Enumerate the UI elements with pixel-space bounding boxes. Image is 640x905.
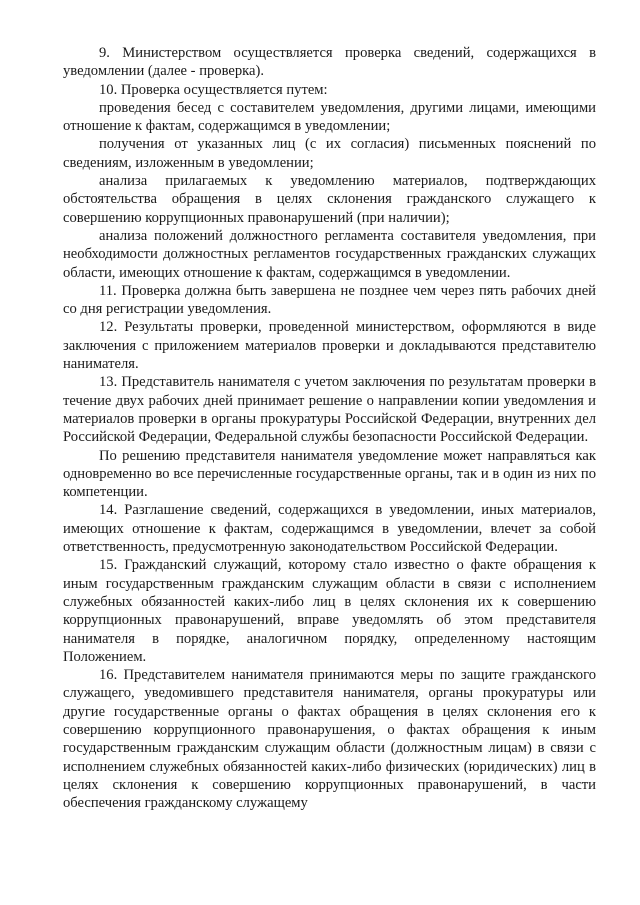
paragraph-12: 12. Результаты проверки, проведенной министерством, оформляются в виде заключения с приложением материалов проверки и докладываются представителю нанимателя. — [63, 319, 596, 373]
list-item-regulations-analysis: анализа положений должностного регламента составителя уведомления, при необходимости должностных регламентов государственных гражданских служащих области, имеющих отношение к фактам, содержащимся в уведомлении. — [63, 227, 596, 281]
paragraph-13-decision: По решению представителя нанимателя уведомление может направляться как одновременно во все перечисленные государственные органы, так и в один из них по компетенции. — [63, 447, 596, 501]
paragraph-11: 11. Проверка должна быть завершена не позднее чем через пять рабочих дней со дня регистрации уведомления. — [63, 282, 596, 318]
paragraph-14: 14. Разглашение сведений, содержащихся в уведомлении, иных материалов, имеющих отношение к фактам, содержащимся в уведомлении, влечет за собой ответственность, предусмотренную законодательством Российской Федерации. — [63, 502, 596, 556]
paragraph-15: 15. Гражданский служащий, которому стало известно о факте обращения к иным государственным гражданским служащим области в связи с исполнением служебных обязанностей каких-либо лиц в целях склонения их к совершению коррупционных правонарушений, вправе уведомлять об этом представителя нанимателя в порядке, аналогичном порядку, определенному настоящим Положением. — [63, 557, 596, 665]
list-item-materials-analysis: анализа прилагаемых к уведомлению материалов, подтверждающих обстоятельства обращения в целях склонения гражданского служащего к совершению коррупционных правонарушений (при наличии); — [63, 173, 596, 226]
document-page — [63, 44, 596, 812]
list-item-written-explanations: получения от указанных лиц (с их согласия) письменных пояснений по сведениям, изложенным в уведомлении; — [63, 136, 596, 171]
list-item-interviews: проведения бесед с составителем уведомления, другими лицами, имеющими отношение к фактам, содержащимся в уведомлении; — [63, 99, 596, 135]
paragraph-13: 13. Представитель нанимателя с учетом заключения по результатам проверки в течение двух рабочих дней принимает решение о направлении копии уведомления и материалов проверки в органы прокуратуры Российской Федерации, внутренних дел Российской Федерации, Федеральной службы безопасности Российской Федерации. — [63, 374, 596, 446]
paragraph-9: 9. Министерством осуществляется проверка сведений, содержащихся в уведомлении (далее - проверка). — [63, 45, 596, 80]
paragraph-10: 10. Проверка осуществляется путем: — [99, 81, 328, 98]
paragraph-16: 16. Представителем нанимателя принимаются меры по защите гражданского служащего, уведомившего представителя нанимателя, органы прокуратуры или другие государственные органы о фактах обращения в целях склонения его к совершению коррупционного правонарушения, о фактах обращения к иным государственным гражданским служащим области (должностным лицам) в связи с исполнением служебных обязанностей каких-либо физических (юридических) лиц в целях склонения к совершению коррупционных правонарушений, в части обеспечения гражданскому служащему — [63, 667, 596, 812]
